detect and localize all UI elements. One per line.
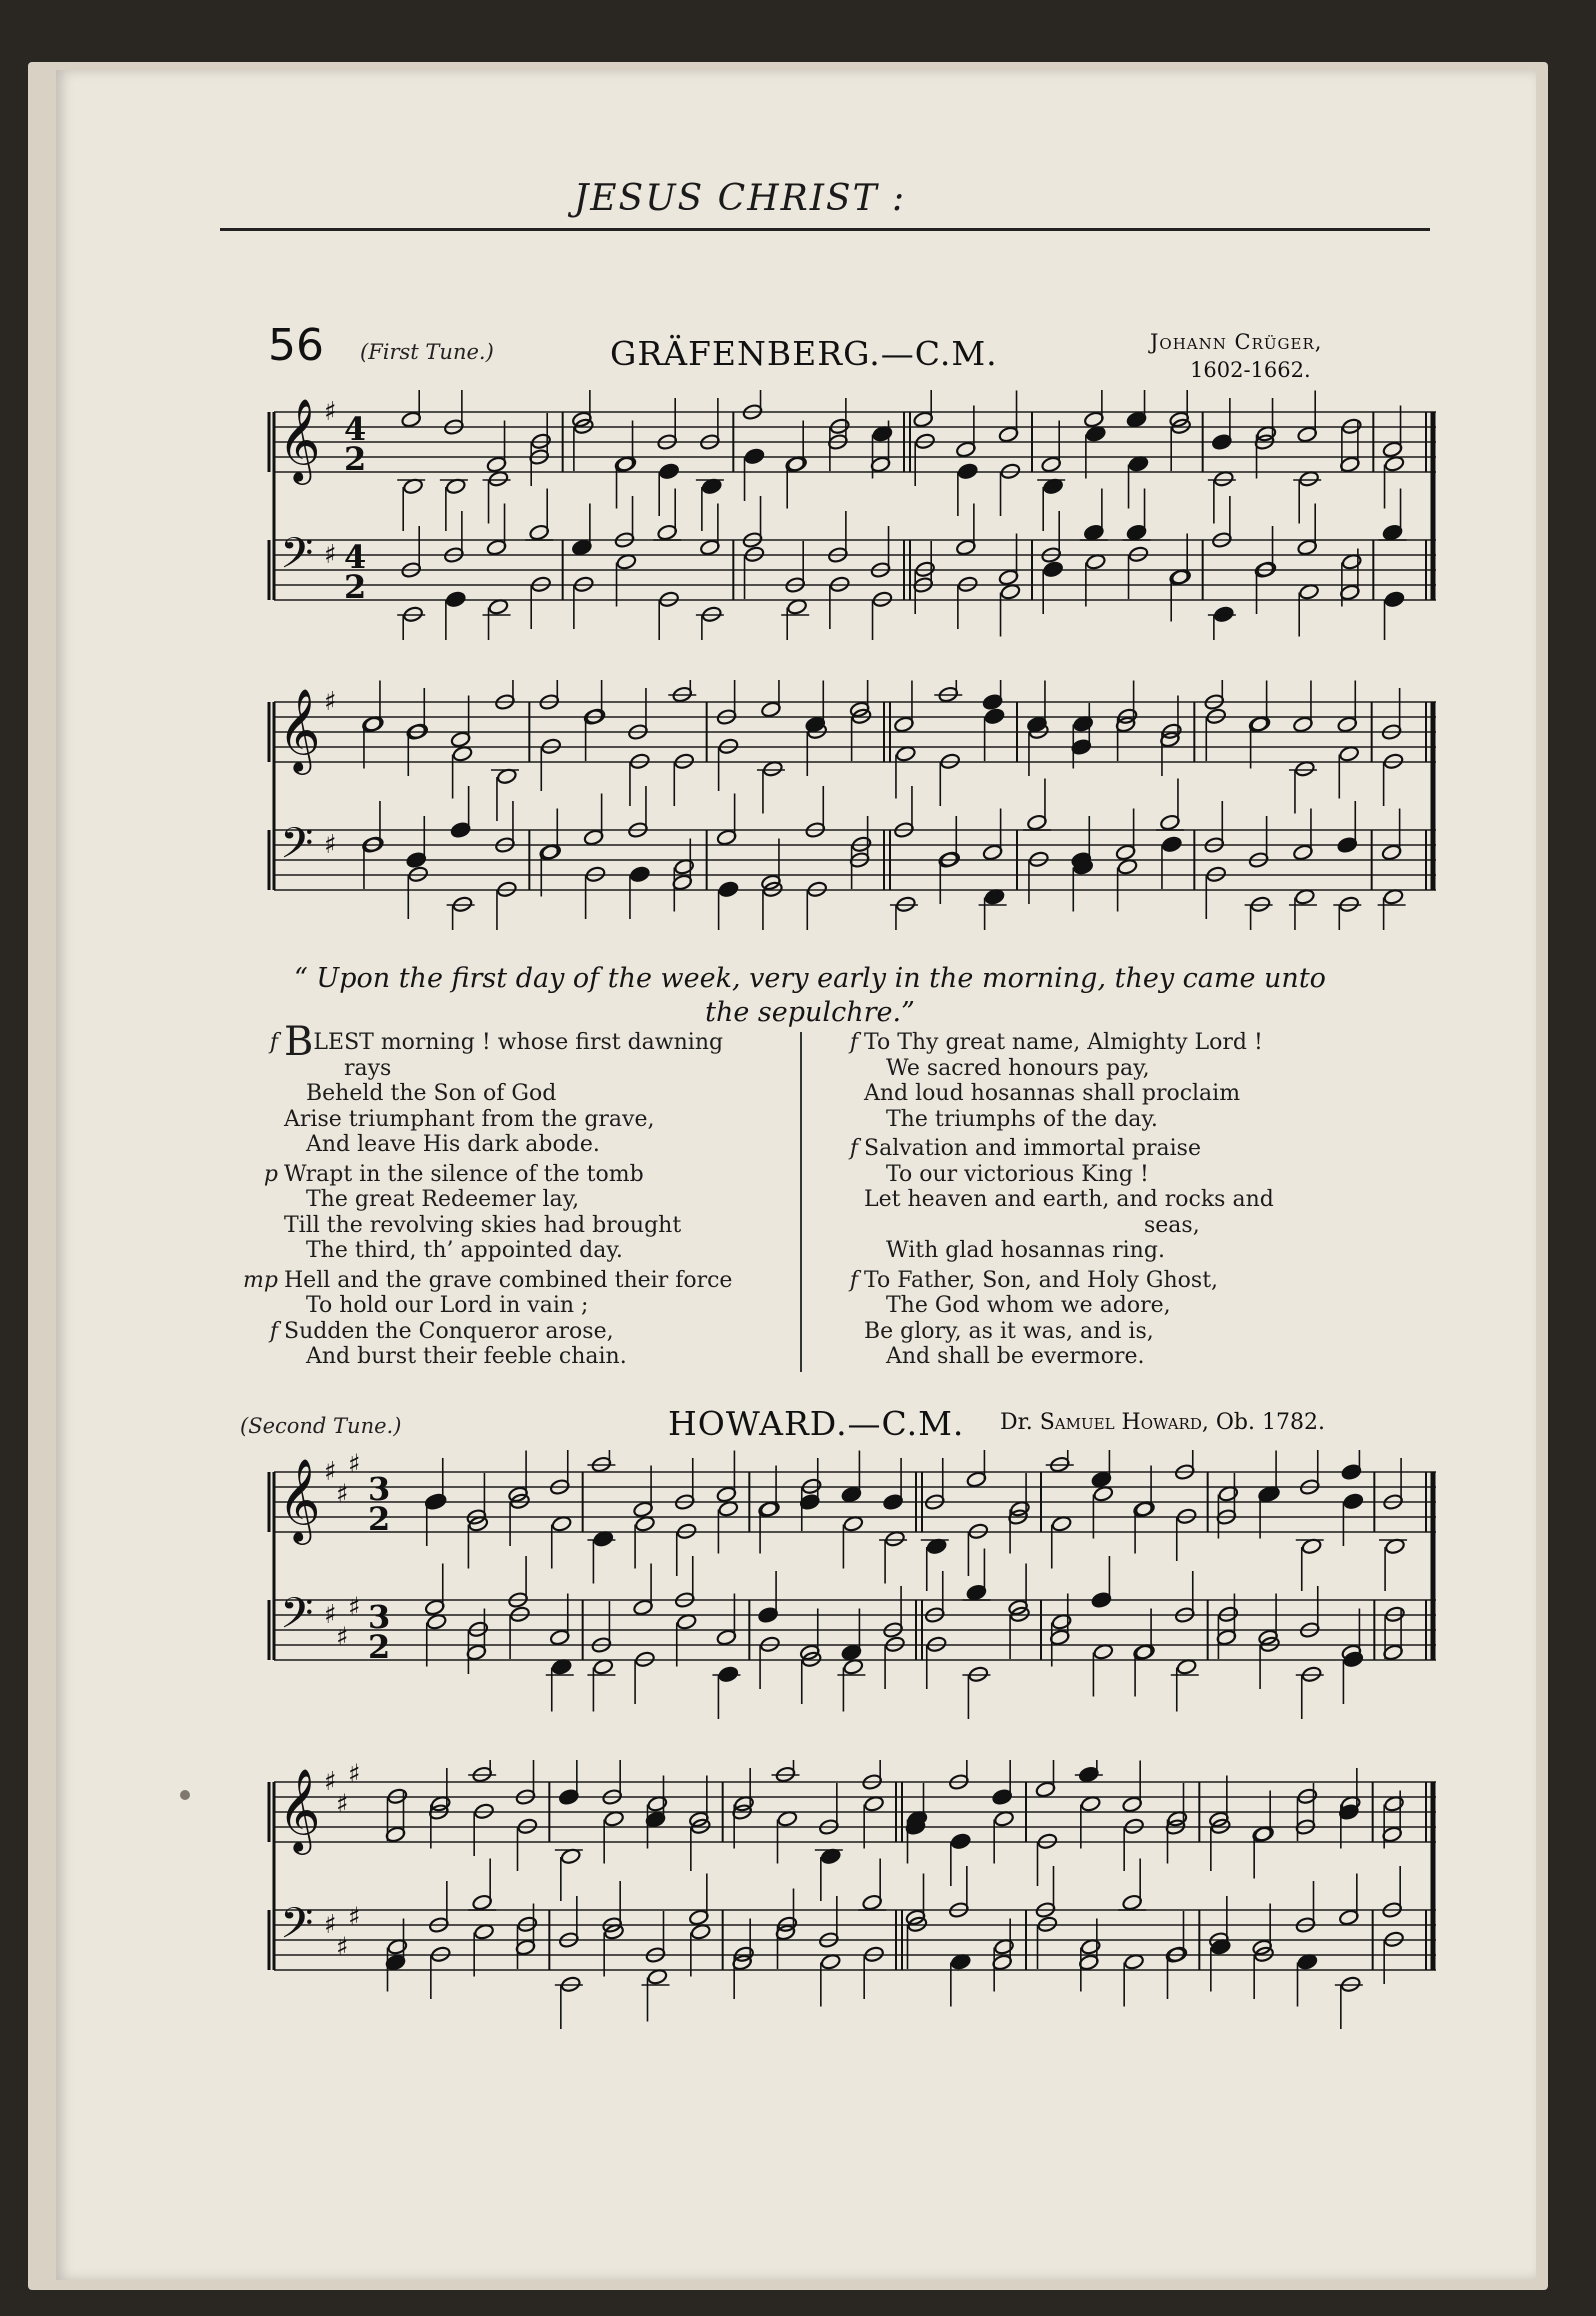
verse-text: Hell and the grave combined their force: [284, 1267, 733, 1293]
verse-text: Let heaven and earth, and rocks and: [864, 1187, 1274, 1212]
sharp-sign: ♯: [324, 830, 337, 860]
sharp-sign: ♯: [336, 1932, 349, 1963]
verse-line: [240, 1213, 840, 1239]
tune2-composer: [1000, 1410, 1325, 1435]
verse-text: And leave His dark abode.: [306, 1132, 600, 1157]
epigraph-line1: “ Upon the first day of the week, very early in the morning, they came unto: [294, 963, 1326, 994]
verse-text: Till the revolving skies had brought: [284, 1212, 682, 1238]
paper-stain: [180, 1790, 190, 1800]
verse-text: With glad hosannas ring.: [886, 1238, 1165, 1263]
note-head: [718, 881, 739, 898]
verse-line: [830, 1268, 1470, 1294]
verse-text: To Thy great name, Almighty Lord !: [864, 1030, 1263, 1055]
verse-line: [830, 1238, 1470, 1264]
sharp-sign: ♯: [324, 1910, 337, 1940]
verse-text: And shall be evermore.: [886, 1344, 1145, 1369]
note-head: [950, 1833, 971, 1850]
verse-text: To hold our Lord in vain ;: [306, 1293, 589, 1318]
verse-line: [830, 1107, 1470, 1133]
verse-line: [240, 1107, 840, 1133]
hymn-number: 56: [268, 320, 324, 371]
verse-text: Wrapt in the silence of the tomb: [284, 1161, 644, 1187]
sharp-sign: ♯: [336, 1479, 349, 1510]
bass-clef: 𝄢: [280, 1899, 314, 1959]
verse-text: seas,: [1144, 1212, 1200, 1238]
verse-text: Salvation and immortal praise: [864, 1136, 1201, 1161]
tune2-composer-suffix: Ob. 1782.: [1215, 1410, 1325, 1435]
dynamic-mark: f: [849, 1030, 858, 1055]
bass-clef: 𝄢: [280, 529, 314, 589]
verse-text: And loud hosannas shall proclaim: [864, 1081, 1241, 1106]
tune1-composer-dates: 1602-1662.: [1190, 358, 1311, 382]
verse-text: To Father, Son, and Holy Ghost,: [864, 1267, 1219, 1293]
verse-line: [240, 1132, 840, 1158]
tune2-system2: [210, 1760, 1440, 2030]
verse-line: [240, 1056, 840, 1082]
sharp-sign: ♯: [324, 1767, 337, 1797]
dynamic-mark: f: [269, 1318, 278, 1344]
sharp-sign: ♯: [324, 1600, 337, 1630]
verse-text: The great Redeemer lay,: [306, 1187, 580, 1212]
time-signature-top: 3: [368, 1470, 391, 1508]
sharp-sign: ♯: [348, 1760, 361, 1790]
verse-line: [240, 1081, 840, 1107]
verse-text: Be glory, as it was, and is,: [864, 1318, 1154, 1344]
verse-line: [240, 1187, 840, 1213]
epigraph: [270, 962, 1350, 1030]
second-tune-label: (Second Tune.): [240, 1414, 402, 1438]
verse-line: [240, 1162, 840, 1188]
treble-clef: 𝄞: [278, 1767, 321, 1851]
note-head: [1343, 1651, 1364, 1668]
first-tune-label: (First Tune.): [360, 340, 494, 364]
verse-line: [830, 1081, 1470, 1107]
verse-line: [240, 1319, 840, 1345]
dynamic-mark: mp: [243, 1267, 278, 1293]
verse-text: We sacred honours pay,: [886, 1055, 1150, 1081]
verse-line: [830, 1213, 1470, 1239]
dynamic-mark: p: [263, 1161, 278, 1187]
verse-text: To our victorious King !: [886, 1161, 1149, 1187]
verse-line: [830, 1136, 1470, 1162]
note-head: [1343, 1493, 1364, 1510]
tune2-composer-prefix: Dr.: [1000, 1410, 1033, 1435]
time-signature-bottom: 2: [368, 1500, 391, 1538]
tune1-system2: [210, 680, 1440, 930]
tune1-title: GRÄFENBERG.—C.M.: [610, 334, 998, 373]
dynamic-mark: f: [269, 1030, 278, 1055]
note-head: [1384, 591, 1405, 608]
sharp-sign: ♯: [348, 1592, 361, 1623]
tune2-title: HOWARD.—C.M.: [668, 1404, 965, 1443]
header-rule: [220, 228, 1430, 231]
drop-cap: B: [284, 1019, 314, 1065]
note-head: [445, 591, 466, 608]
verse-line: [830, 1056, 1470, 1082]
verse-line: [240, 1268, 840, 1294]
dynamic-mark: f: [849, 1136, 858, 1161]
sharp-sign: ♯: [336, 1789, 349, 1820]
note-head: [629, 866, 650, 883]
note-head: [957, 463, 978, 480]
treble-clef: 𝄞: [278, 687, 321, 771]
treble-clef: 𝄞: [278, 397, 321, 481]
time-signature-top: 4: [344, 538, 367, 576]
note-head: [426, 1493, 447, 1510]
sharp-sign: ♯: [336, 1622, 349, 1653]
tune2-composer-name: Samuel Howard,: [1039, 1410, 1209, 1435]
time-signature-bottom: 2: [344, 440, 367, 478]
bass-clef: 𝄢: [280, 819, 314, 879]
tune1-composer: Johann Crüger,: [1150, 330, 1323, 354]
verse-line: [830, 1293, 1470, 1319]
time-signature-top: 3: [368, 1598, 391, 1636]
sharp-sign: ♯: [348, 1450, 361, 1480]
verse-line: [830, 1344, 1470, 1370]
note-head: [1043, 561, 1064, 578]
sharp-sign: ♯: [324, 687, 337, 717]
epigraph-line2: the sepulchre.”: [705, 997, 915, 1028]
time-signature-bottom: 2: [368, 1628, 391, 1666]
verse-text: rays: [344, 1055, 392, 1081]
verses-left-column: [240, 1019, 840, 1370]
verse-text: Beheld the Son of God: [306, 1081, 557, 1106]
time-signature-top: 4: [344, 410, 367, 448]
verse-text: And burst their feeble chain.: [306, 1344, 627, 1369]
treble-clef: 𝄞: [278, 1457, 321, 1541]
verse-text: The triumphs of the day.: [886, 1106, 1158, 1132]
tune1-system1: [210, 390, 1440, 640]
column-divider: [800, 1032, 802, 1372]
sharp-sign: ♯: [324, 1457, 337, 1487]
tune2-system1: [210, 1450, 1440, 1720]
verse-text: Arise triumphant from the grave,: [284, 1106, 655, 1132]
verse-line: [830, 1162, 1470, 1188]
sharp-sign: ♯: [348, 1902, 361, 1933]
verse-text: Sudden the Conqueror arose,: [284, 1318, 614, 1344]
verse-text: The God whom we adore,: [886, 1293, 1171, 1318]
verse-text: The third, th’ appointed day.: [306, 1238, 623, 1263]
sharp-sign: ♯: [324, 397, 337, 427]
verse-line: [240, 1238, 840, 1264]
verse-line: [240, 1019, 840, 1065]
note-head: [659, 463, 680, 480]
verse-line: [830, 1187, 1470, 1213]
note-head: [744, 448, 765, 465]
verse-line: [240, 1293, 840, 1319]
verses-right-column: [830, 1030, 1470, 1370]
note-head: [1161, 836, 1182, 853]
verse-line: [830, 1319, 1470, 1345]
note-head: [984, 708, 1005, 725]
verse-line: [240, 1344, 840, 1370]
dynamic-mark: f: [849, 1267, 858, 1293]
verse-text: LEST morning ! whose first dawning: [313, 1030, 724, 1055]
running-head: JESUS CHRIST :: [573, 178, 907, 219]
time-signature-bottom: 2: [344, 568, 367, 606]
sharp-sign: ♯: [324, 540, 337, 570]
verse-line: [830, 1030, 1470, 1056]
bass-clef: 𝄢: [280, 1589, 314, 1649]
